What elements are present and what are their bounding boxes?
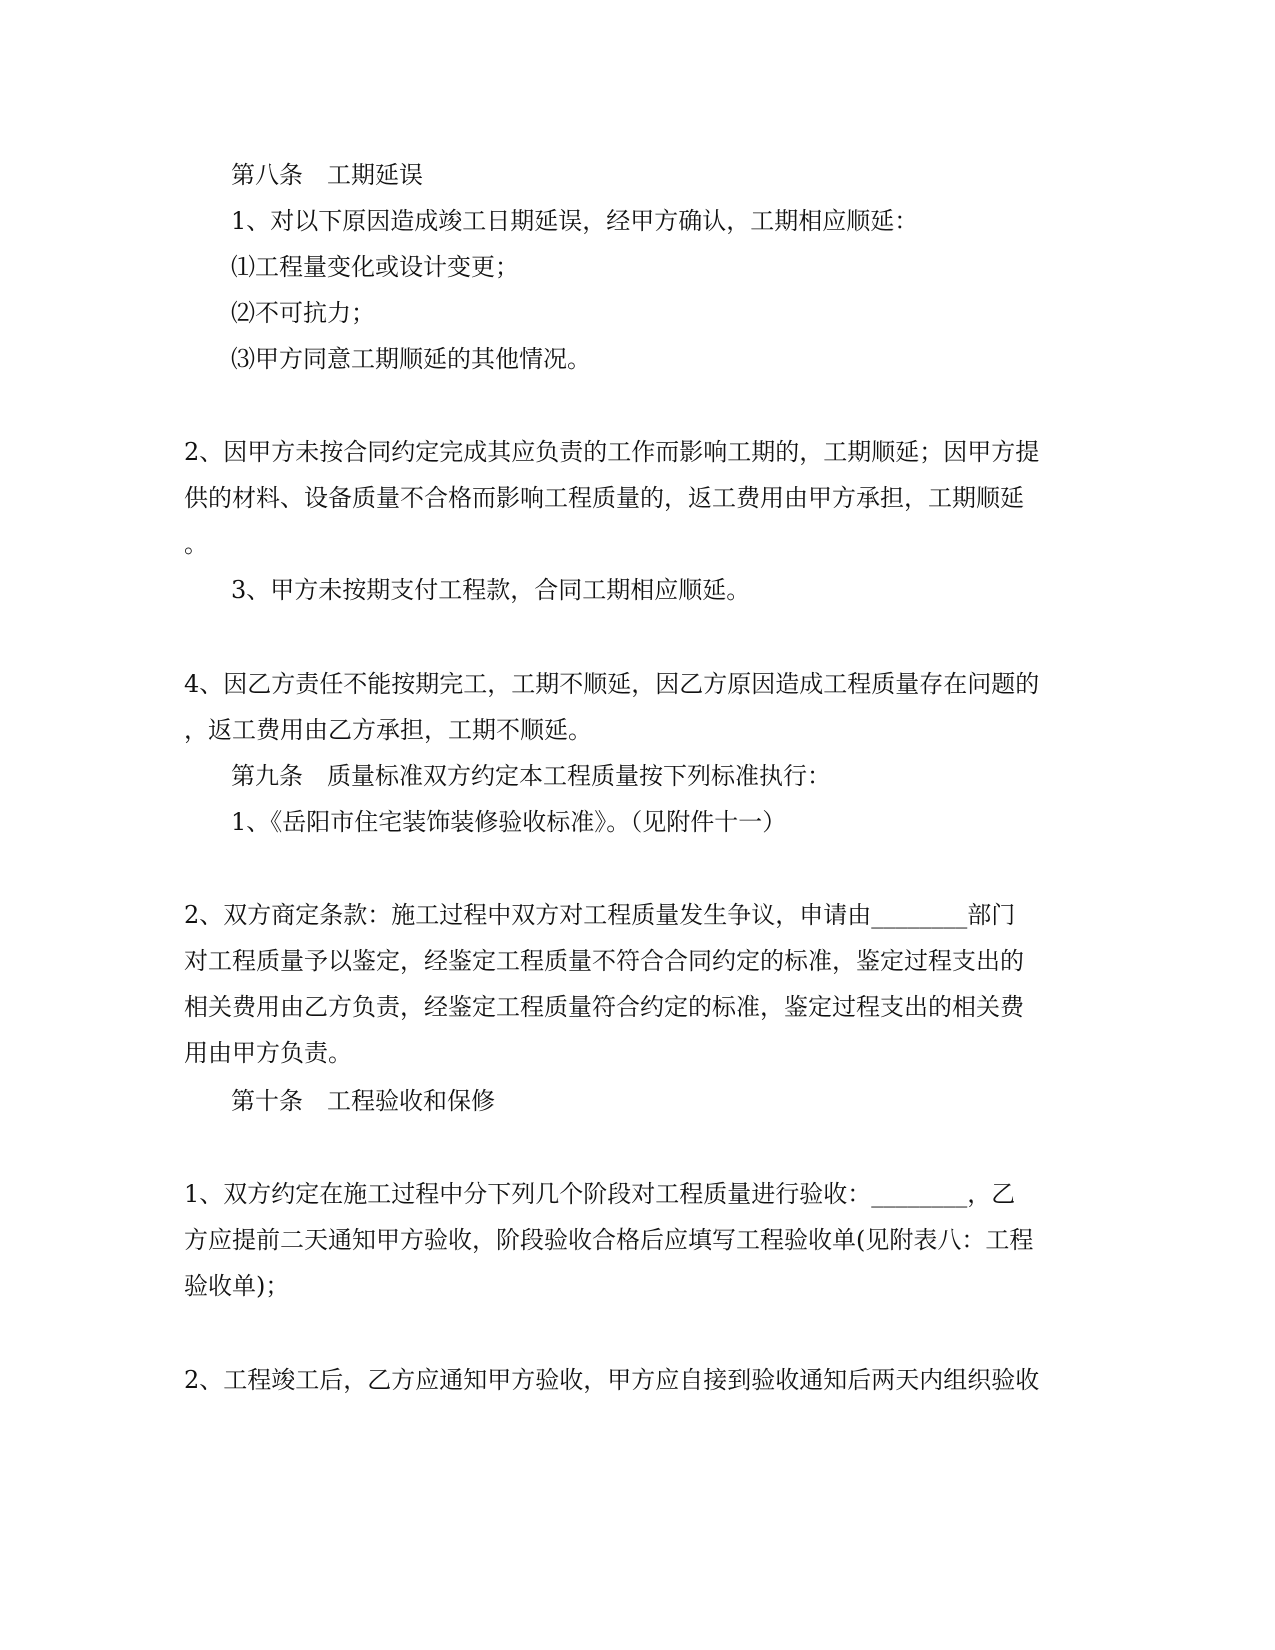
paragraph-line: 1、双方约定在施工过程中分下列几个阶段对工程质量进行验收：________，乙 (184, 1180, 1016, 1208)
article-8-heading: 第八条 工期延误 (231, 161, 423, 189)
paragraph-line: 4、因乙方责任不能按期完工，工期不顺延，因乙方原因造成工程质量存在问题的 (184, 670, 1040, 698)
paragraph-line: ⑶甲方同意工期顺延的其他情况。 (231, 345, 591, 373)
paragraph-line: 用由甲方负责。 (184, 1039, 352, 1067)
paragraph-line: 2、工程竣工后，乙方应通知甲方验收，甲方应自接到验收通知后两天内组织验收 (184, 1366, 1040, 1394)
paragraph-line: 2、双方商定条款：施工过程中双方对工程质量发生争议，申请由________部门 (184, 901, 1016, 929)
paragraph-line: 方应提前二天通知甲方验收，阶段验收合格后应填写工程验收单(见附表八：工程 (184, 1226, 1034, 1254)
paragraph-line: 对工程质量予以鉴定，经鉴定工程质量不符合合同约定的标准，鉴定过程支出的 (184, 947, 1024, 975)
paragraph-line: ⑴工程量变化或设计变更； (231, 253, 519, 281)
paragraph-line: 验收单)； (184, 1272, 290, 1300)
paragraph-line: 2、因甲方未按合同约定完成其应负责的工作而影响工期的，工期顺延；因甲方提 (184, 438, 1040, 466)
paragraph-line: 1、对以下原因造成竣工日期延误，经甲方确认，工期相应顺延： (231, 207, 919, 235)
paragraph-line: 3、甲方未按期支付工程款，合同工期相应顺延。 (231, 576, 751, 604)
paragraph-line: 1、《岳阳市住宅装饰装修验收标准》。（见附件十一） (231, 808, 787, 836)
paragraph-line: ⑵不可抗力； (231, 299, 375, 327)
paragraph-line: 。 (184, 530, 208, 558)
article-10-heading: 第十条 工程验收和保修 (231, 1087, 495, 1115)
paragraph-line: ，返工费用由乙方承担，工期不顺延。 (184, 716, 592, 744)
paragraph-line: 供的材料、设备质量不合格而影响工程质量的，返工费用由甲方承担，工期顺延 (184, 484, 1024, 512)
article-9-heading: 第九条 质量标准双方约定本工程质量按下列标准执行： (231, 762, 831, 790)
paragraph-line: 相关费用由乙方负责，经鉴定工程质量符合约定的标准，鉴定过程支出的相关费 (184, 993, 1024, 1021)
